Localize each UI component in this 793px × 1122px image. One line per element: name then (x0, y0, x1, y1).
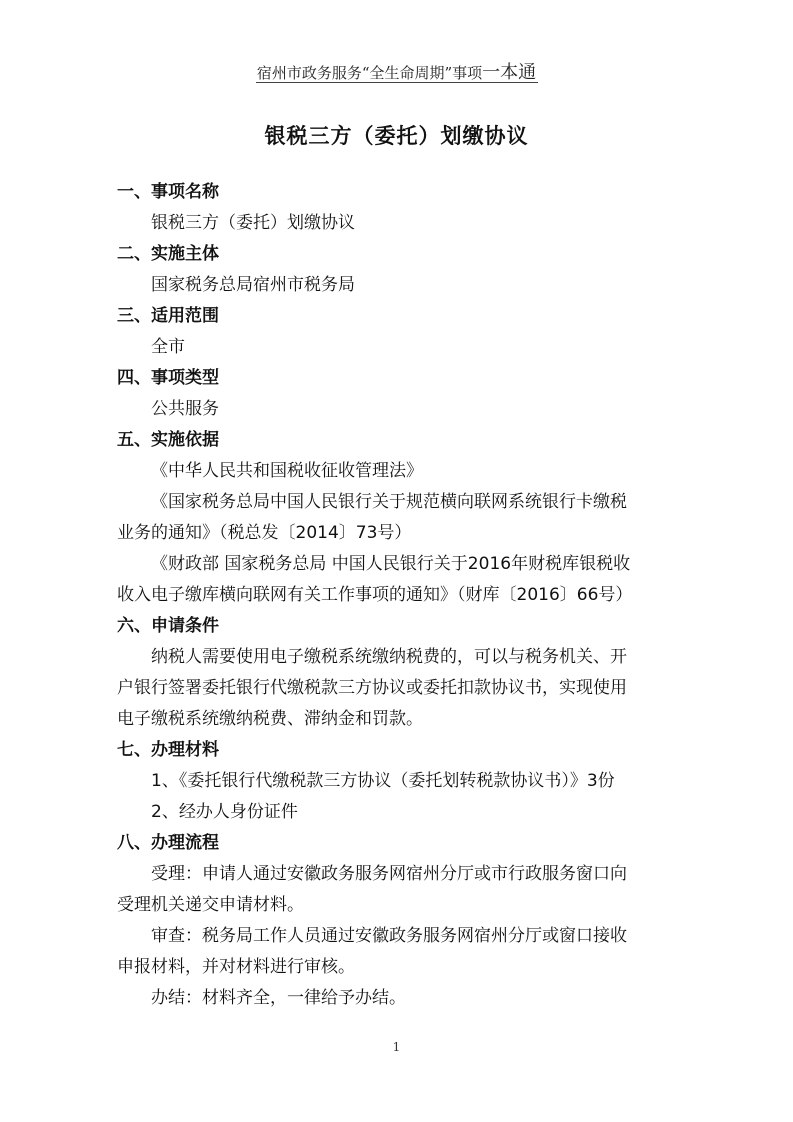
process-review-line-1: 审查：税务局工作人员通过安徽政务服务网宿州分厅或窗口接收 (151, 926, 627, 946)
section-heading-implementing-body: 二、实施主体 (117, 244, 219, 264)
running-header-text: 宿州市政务服务“全生命周期”事项 (256, 64, 483, 82)
legal-basis-2-line-1: 《国家税务总局中国人民银行关于规范横向联网系统银行卡缴税 (151, 492, 627, 512)
running-header-suffix: 一本通 (482, 62, 537, 83)
material-1: 1、《委托银行代缴税款三方协议（委托划转税款协议书）》3份 (151, 771, 615, 791)
legal-basis-3-line-1: 《财政部 国家税务总局 中国人民银行关于2016年财税库银税收 (151, 554, 631, 574)
conditions-line-2: 户银行签署委托银行代缴税款三方协议或委托扣款协议书，实现使用 (117, 678, 627, 698)
section-heading-materials: 七、办理材料 (117, 740, 219, 760)
conditions-text (117, 642, 687, 735)
legal-basis-3 (117, 549, 687, 611)
scope-text: 全市 (151, 337, 185, 357)
legal-basis-2 (117, 487, 687, 549)
process-finish: 办结：材料齐全，一律给予办结。 (151, 988, 406, 1008)
process-review-line-2: 申报材料，并对材料进行审核。 (117, 957, 355, 977)
conditions-line-1: 纳税人需要使用电子缴税系统缴纳税费的，可以与税务机关、开 (151, 647, 627, 667)
section-heading-item-name: 一、事项名称 (117, 182, 219, 202)
material-2: 2、经办人身份证件 (151, 802, 298, 822)
section-heading-legal-basis: 五、实施依据 (117, 430, 219, 450)
section-heading-conditions: 六、申请条件 (117, 616, 219, 636)
process-accept (117, 859, 687, 921)
item-name-text: 银税三方（委托）划缴协议 (151, 213, 355, 233)
conditions-line-3: 电子缴税系统缴纳税费、滞纳金和罚款。 (117, 709, 423, 729)
process-review (117, 921, 687, 983)
item-type-text: 公共服务 (151, 399, 219, 419)
section-heading-scope: 三、适用范围 (117, 306, 219, 326)
legal-basis-1: 《中华人民共和国税收征收管理法》 (151, 461, 423, 481)
document-title: 银税三方（委托）划缴协议 (264, 124, 529, 148)
process-accept-line-2: 受理机关递交申请材料。 (117, 895, 304, 915)
page-number: 1 (392, 1040, 401, 1054)
implementing-body-text: 国家税务总局宿州市税务局 (151, 275, 355, 295)
header-rule (256, 82, 538, 83)
document-body (117, 177, 687, 1014)
section-heading-process: 八、办理流程 (117, 833, 219, 853)
section-heading-item-type: 四、事项类型 (117, 368, 219, 388)
legal-basis-3-line-2: 收入电子缴库横向联网有关工作事项的通知》（财库〔2016〕66号） (117, 585, 633, 605)
running-header (0, 58, 793, 84)
legal-basis-2-line-2: 业务的通知》（税总发〔2014〕73号） (117, 523, 412, 543)
process-accept-line-1: 受理：申请人通过安徽政务服务网宿州分厅或市行政服务窗口向 (151, 864, 627, 884)
